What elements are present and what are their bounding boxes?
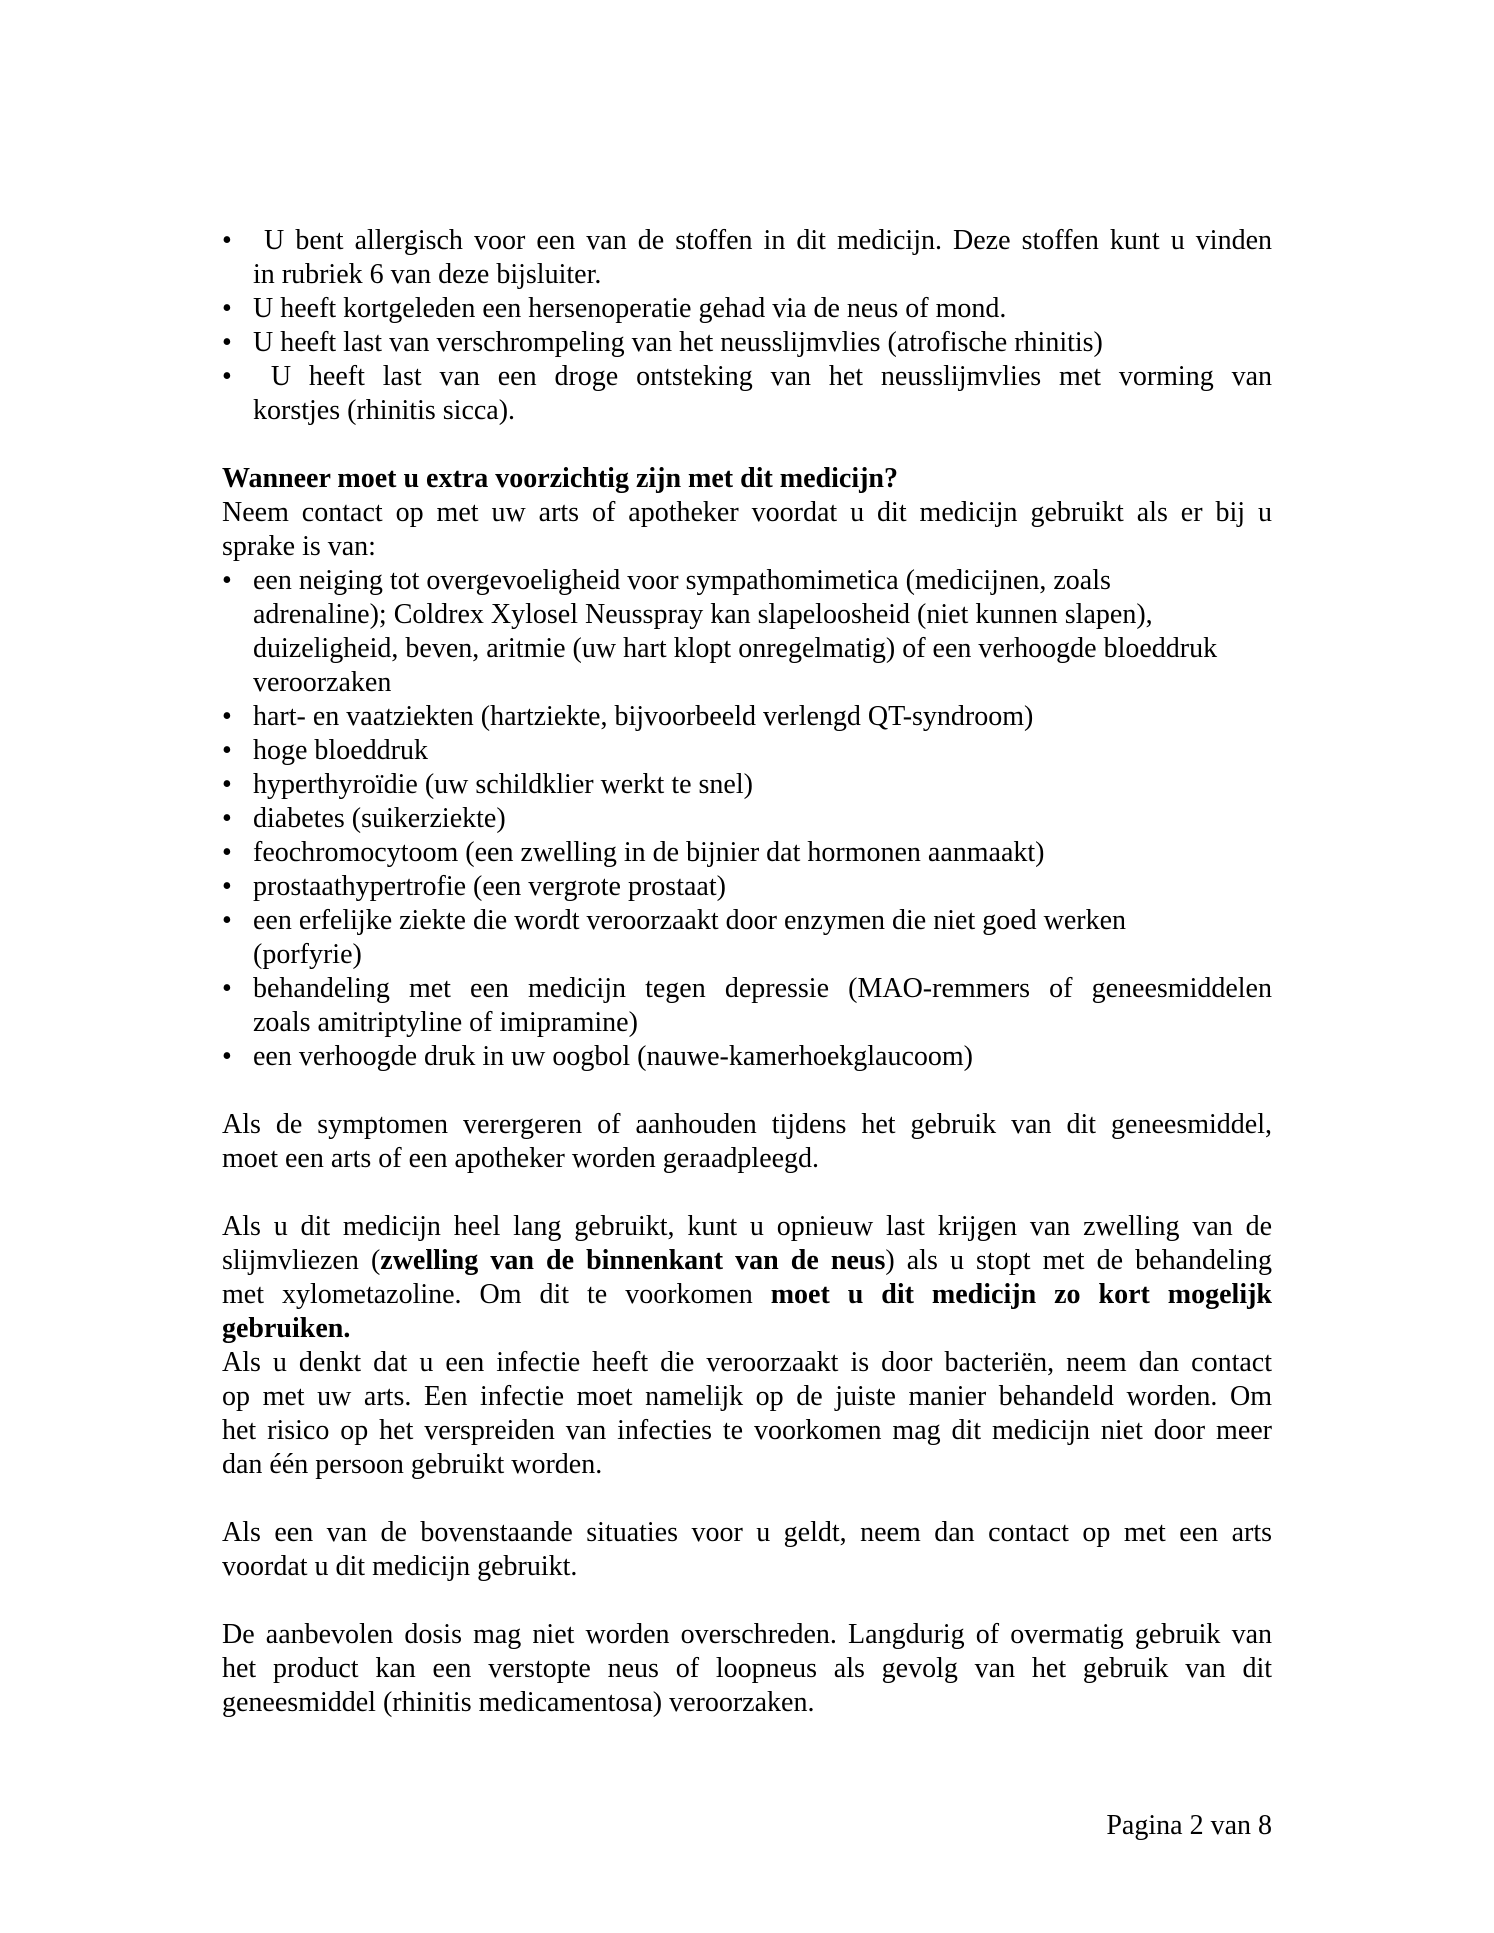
text-line (253, 1006, 1272, 1040)
text-line (222, 1618, 1272, 1652)
list-item (222, 904, 1272, 972)
text-segment: zoals amitriptyline of imipramine) (253, 1007, 638, 1038)
list-item-text (253, 360, 1272, 428)
text-segment: Als de symptomen verergeren of aanhouden tijdens het gebruik van dit geneesmiddel, (222, 1109, 1272, 1140)
section-heading (222, 462, 1272, 496)
bullet-icon: • (222, 565, 232, 596)
list-item (222, 1040, 1272, 1074)
text-segment: slijmvliezen ( (222, 1245, 381, 1276)
text-line (253, 598, 1272, 632)
text-line (222, 1380, 1272, 1414)
bold-text: zwelling van de binnenkant van de neus (380, 1245, 886, 1276)
text-segment: feochromocytoom (een zwelling in de bijnier dat hormonen aanmaakt) (253, 837, 1045, 868)
text-line (222, 1686, 1272, 1720)
text-segment: het product kan een verstopte neus of loopneus als gevolg van het gebruik van dit (222, 1653, 1272, 1684)
text-segment: Als u dit medicijn heel lang gebruikt, kunt u opnieuw last krijgen van zwelling van de (222, 1211, 1272, 1242)
text-line (253, 734, 1272, 768)
list-item-text (253, 904, 1272, 972)
bullet-icon: • (222, 225, 232, 256)
blank-line (222, 1176, 1272, 1210)
text-line (253, 564, 1272, 598)
bullet-icon: • (222, 361, 232, 392)
text-line (253, 768, 1272, 802)
text-segment: De aanbevolen dosis mag niet worden overschreden. Langdurig of overmatig gebruik van (222, 1619, 1272, 1650)
list-item (222, 802, 1272, 836)
text-segment: prostaathypertrofie (een vergrote prostaat) (253, 871, 726, 902)
text-line (222, 1550, 1272, 1584)
text-line (253, 1040, 1272, 1074)
text-line (253, 258, 1272, 292)
list-item (222, 836, 1272, 870)
text-segment: hoge bloeddruk (253, 735, 428, 766)
paragraph (222, 496, 1272, 564)
text-line (253, 802, 1272, 836)
text-line (253, 224, 1272, 258)
text-line (222, 1346, 1272, 1380)
text-line (253, 666, 1272, 700)
blank-line (222, 428, 1272, 462)
text-segment: het risico op het verspreiden van infecties te voorkomen mag dit medicijn niet door meer (222, 1415, 1272, 1446)
list-item (222, 870, 1272, 904)
list-item-text (253, 564, 1272, 700)
bullet-list (222, 224, 1272, 428)
bullet-icon: • (222, 905, 232, 936)
text-segment: korstjes (rhinitis sicca). (253, 395, 516, 426)
text-line (222, 1142, 1272, 1176)
text-segment: Als een van de bovenstaande situaties voor u geldt, neem dan contact op met een arts (222, 1517, 1272, 1548)
list-item-text (253, 870, 1272, 904)
text-line (253, 394, 1272, 428)
list-item (222, 768, 1272, 802)
list-item-text (253, 734, 1272, 768)
bullet-icon: • (222, 735, 232, 766)
text-line (253, 632, 1272, 666)
text-line (253, 292, 1272, 326)
text-line (253, 972, 1272, 1006)
text-segment: (porfyrie) (253, 939, 362, 970)
bullet-icon: • (222, 837, 232, 868)
text-segment: sprake is van: (222, 531, 376, 562)
blank-line (222, 1584, 1272, 1618)
text-line (253, 326, 1272, 360)
list-item-text (253, 326, 1272, 360)
bullet-icon: • (222, 769, 232, 800)
text-segment: hyperthyroïdie (uw schildklier werkt te snel) (253, 769, 753, 800)
text-segment: U heeft kortgeleden een hersenoperatie gehad via de neus of mond. (253, 293, 1007, 324)
bold-text: moet u dit medicijn zo kort mogelijk (770, 1279, 1272, 1310)
text-segment: ) als u stopt met de behandeling (885, 1245, 1272, 1276)
text-segment: hart- en vaatziekten (hartziekte, bijvoorbeeld verlengd QT-syndroom) (253, 701, 1034, 732)
list-item (222, 224, 1272, 292)
list-item (222, 326, 1272, 360)
text-line (222, 1278, 1272, 1312)
bullet-list (222, 564, 1272, 1074)
list-item-text (253, 292, 1272, 326)
text-segment: voordat u dit medicijn gebruikt. (222, 1551, 578, 1582)
text-segment: behandeling met een medicijn tegen depressie (MAO-remmers of geneesmiddelen (253, 973, 1272, 1004)
text-segment: een verhoogde druk in uw oogbol (nauwe-kamerhoekglaucoom) (253, 1041, 973, 1072)
list-item-text (253, 972, 1272, 1040)
text-line (253, 904, 1272, 938)
paragraph (222, 1108, 1272, 1176)
blank-line (222, 1074, 1272, 1108)
text-line (253, 700, 1272, 734)
text-line (222, 1312, 1272, 1346)
text-segment: U heeft last van een droge ontsteking van het neusslijmvlies met vorming van (253, 361, 1272, 392)
text-segment: geneesmiddel (rhinitis medicamentosa) veroorzaken. (222, 1687, 815, 1718)
text-segment: duizeligheid, beven, aritmie (uw hart klopt onregelmatig) of een verhoogde bloeddruk (253, 633, 1218, 664)
paragraph (222, 1210, 1272, 1346)
text-line (253, 870, 1272, 904)
paragraph (222, 1346, 1272, 1482)
text-segment: Neem contact op met uw arts of apotheker voordat u dit medicijn gebruikt als er bij u (222, 497, 1272, 528)
text-line (222, 1652, 1272, 1686)
text-segment: in rubriek 6 van deze bijsluiter. (253, 259, 602, 290)
bold-text: gebruiken. (222, 1313, 351, 1344)
paragraph (222, 1516, 1272, 1584)
text-segment: veroorzaken (253, 667, 392, 698)
list-item (222, 734, 1272, 768)
list-item (222, 360, 1272, 428)
list-item (222, 292, 1272, 326)
text-line (222, 1244, 1272, 1278)
text-line (222, 1108, 1272, 1142)
bullet-icon: • (222, 973, 232, 1004)
text-segment: op met uw arts. Een infectie moet namelijk op de juiste manier behandeld worden. Om (222, 1381, 1272, 1412)
text-line (253, 938, 1272, 972)
bullet-icon: • (222, 293, 232, 324)
text-line (222, 496, 1272, 530)
text-segment: adrenaline); Coldrex Xylosel Neusspray kan slapeloosheid (niet kunnen slapen), (253, 599, 1153, 630)
list-item (222, 564, 1272, 700)
bullet-icon: • (222, 1041, 232, 1072)
list-item-text (253, 700, 1272, 734)
text-segment: met xylometazoline. Om dit te voorkomen (222, 1279, 771, 1310)
paragraph (222, 1618, 1272, 1720)
text-line (222, 1448, 1272, 1482)
list-item-text (253, 836, 1272, 870)
text-line (222, 530, 1272, 564)
text-line (253, 836, 1272, 870)
bullet-icon: • (222, 803, 232, 834)
page-number: Pagina 2 van 8 (1106, 1810, 1272, 1841)
text-segment: U bent allergisch voor een van de stoffen in dit medicijn. Deze stoffen kunt u vinden (253, 225, 1272, 256)
list-item (222, 700, 1272, 734)
list-item-text (253, 1040, 1272, 1074)
document-body (222, 224, 1272, 1720)
blank-line (222, 1482, 1272, 1516)
text-segment: dan één persoon gebruikt worden. (222, 1449, 603, 1480)
list-item (222, 972, 1272, 1040)
list-item-text (253, 224, 1272, 292)
text-line (222, 1210, 1272, 1244)
bullet-icon: • (222, 327, 232, 358)
bullet-icon: • (222, 701, 232, 732)
text-segment: Als u denkt dat u een infectie heeft die veroorzaakt is door bacteriën, neem dan contact (222, 1347, 1272, 1378)
text-segment: U heeft last van verschrompeling van het neusslijmvlies (atrofische rhinitis) (253, 327, 1103, 358)
text-line (253, 360, 1272, 394)
text-segment: een neiging tot overgevoeligheid voor sympathomimetica (medicijnen, zoals (253, 565, 1111, 596)
list-item-text (253, 768, 1272, 802)
bold-text: Wanneer moet u extra voorzichtig zijn met dit medicijn? (222, 463, 899, 494)
bullet-icon: • (222, 871, 232, 902)
text-segment: moet een arts of een apotheker worden geraadpleegd. (222, 1143, 820, 1174)
text-line (222, 1414, 1272, 1448)
list-item-text (253, 802, 1272, 836)
text-segment: diabetes (suikerziekte) (253, 803, 506, 834)
text-segment: een erfelijke ziekte die wordt veroorzaakt door enzymen die niet goed werken (253, 905, 1127, 936)
text-line (222, 1516, 1272, 1550)
